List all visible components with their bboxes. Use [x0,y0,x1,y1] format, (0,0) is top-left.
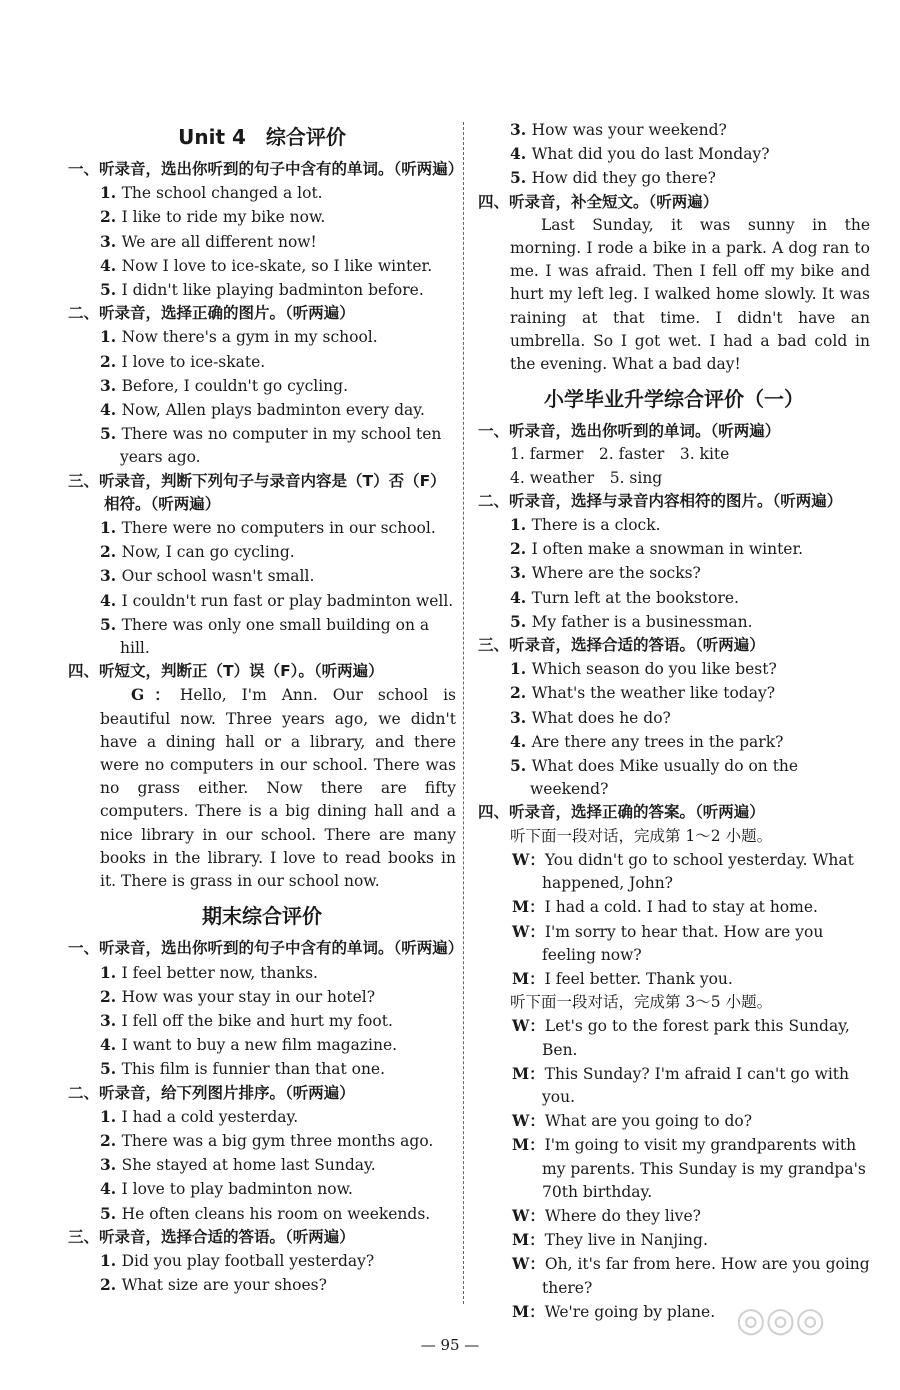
item-number: 5. [510,756,532,776]
passage-text: Hello, I'm Ann. Our school is beautiful now. Three years ago, we didn't have a dining hall or a library, and there were no computers in our school. There was no grass either. Now there are fifty computers. There is a big dining hall and a nice library in our school. There are many books in the library. I love to read books in it. There is grass in our school now. [100,686,456,891]
list-item [478,166,870,190]
column-divider [463,122,464,1304]
grad-part2-heading: 二、听录音，选择与录音内容相符的图片。（听两遍） [478,491,843,510]
item-number: 2. [100,351,122,371]
unit4-part3-heading: 三、听录音，判断下列句子与录音内容是（T）否（F）相符。（听两遍） [68,471,446,513]
unit4-part2-heading: 二、听录音，选择正确的图片。（听两遍） [68,304,355,323]
item-text: Which season do you like best? [531,660,777,679]
list-item [68,1129,456,1153]
list-item [68,1033,456,1057]
dialogue-text: Let's go to the forest park this Sunday, Ben. [542,1017,850,1059]
item-number: 4. [510,144,532,164]
item-text: There was only one small building on a hill. [120,615,430,658]
item-text: There is a clock. [531,516,661,535]
item-number: 2. [100,1130,122,1150]
grad-part1-heading: 一、听录音，选出你听到的单词。（听两遍） [478,422,781,441]
item-number: 1. [100,518,122,538]
speaker-label: M： [512,1230,545,1250]
item-number: 4. [100,1035,122,1055]
list-item [68,985,456,1009]
item-text: Now there's a gym in my school. [121,328,378,347]
item-text: I often make a snowman in winter. [531,540,804,559]
list-item [68,422,456,469]
grad-part4-intro1: 听下面一段对话，完成第 1～2 小题。 [510,826,773,845]
list-item [478,513,870,537]
item-text: She stayed at home last Sunday. [121,1156,376,1175]
list-item [68,961,456,985]
speaker-label: M： [512,968,545,988]
final-part3-list-continued [478,118,870,191]
item-number: 4. [100,255,122,275]
dialogue-line [478,1252,870,1299]
list-item [68,1105,456,1129]
item-text: Now, Allen plays badminton every day. [121,401,425,420]
item-text: We are all different now! [121,232,317,251]
item-text: What size are your shoes? [121,1276,327,1295]
speaker-label: W： [512,1205,545,1225]
item-number: 3. [100,1010,122,1030]
item-text: I love to ice-skate. [121,352,266,371]
grad-part2-list [478,513,870,634]
grad-part4-intro2: 听下面一段对话，完成第 3～5 小题。 [510,993,773,1012]
list-item [478,561,870,585]
list-item [68,1249,456,1273]
grad-part3-heading: 三、听录音，选择合适的答语。（听两遍） [478,636,765,655]
final-part4-heading: 四、听录音，补全短文。（听两遍） [478,192,719,211]
item-text: Are there any trees in the park? [531,732,784,751]
dialogue-text: I'm going to visit my grandparents with my parents. This Sunday is my grandpa's 70th birthday. [542,1136,866,1201]
item-number: 2. [100,542,122,562]
list-item [68,540,456,564]
final-part3-list [68,1249,456,1297]
item-text: Turn left at the bookstore. [531,588,739,607]
item-number: 2. [510,539,532,559]
dialogue-line [478,967,870,991]
grad-part1-line2: 4. weather 5. sing [510,468,663,487]
unit4-part4-passage [68,683,456,893]
page-number: — 95 — [420,1336,480,1354]
list-item [478,706,870,730]
dialogue-line [478,1228,870,1252]
item-text: The school changed a lot. [121,184,323,203]
dialogue-text: I feel better. Thank you. [544,969,733,988]
item-number: 4. [510,731,532,751]
list-item [68,374,456,398]
speaker-label: M： [512,1063,545,1083]
unit4-part1-list [68,181,456,302]
unit4-part2-list [68,325,456,469]
item-number: 1. [100,183,122,203]
item-number: 4. [100,400,122,420]
dialogue-text: I'm sorry to hear that. How are you feeling now? [542,922,824,964]
speaker-label: M： [512,1301,545,1321]
dialogue-line [478,1109,870,1133]
dialogue-line [478,1204,870,1228]
dialogue-line [478,848,870,895]
item-text: Did you play football yesterday? [121,1251,375,1270]
item-number: 1. [100,962,122,982]
item-text: How did they go there? [531,169,716,188]
item-text: Where are the socks? [531,564,701,583]
item-text: He often cleans his room on weekends. [121,1204,431,1223]
list-item [68,350,456,374]
dialogue-text: They live in Nanjing. [544,1231,708,1250]
section-title-graduation: 小学毕业升学综合评价（一） [544,387,804,412]
dialogue-line [478,1133,870,1204]
speaker-label: M： [512,897,545,917]
item-text: I want to buy a new film magazine. [121,1036,398,1055]
final-part4-passage: Last Sunday, it was sunny in the morning. I rode a bike in a park. A dog ran to me. I was afraid. Then I fell off my bike and hurt my left leg. I walked home slowly. It was raining at that time. I didn't have an umbrella. So I got wet. I had a bad cold in the evening. What a bad day! [510,215,870,374]
item-number: 5. [100,424,122,444]
item-number: 2. [510,683,532,703]
item-number: 5. [100,1203,122,1223]
dialogue-text: Oh, it's far from here. How are you going there? [542,1255,870,1297]
list-item [68,1009,456,1033]
item-number: 3. [100,1155,122,1175]
item-text: There was a big gym three months ago. [121,1131,434,1150]
list-item [68,1177,456,1201]
list-item [68,1057,456,1081]
final-part2-list [68,1105,456,1226]
item-number: 5. [100,1059,122,1079]
item-text: This film is funnier than that one. [121,1060,386,1079]
item-number: 4. [510,587,532,607]
list-item [478,142,870,166]
dialogue-line [478,920,870,967]
grad-part1-line1: 1. farmer 2. faster 3. kite [510,445,730,464]
unit4-part3-list [68,516,456,660]
item-text: My father is a businessman. [531,612,753,631]
item-text: I love to play badminton now. [121,1180,353,1199]
dialogue-text: You didn't go to school yesterday. What happened, John? [542,850,854,893]
dialogue-line [478,1014,870,1061]
dialogue-line [478,1062,870,1109]
item-number: 4. [100,590,122,610]
list-item [478,118,870,142]
final-part1-heading: 一、听录音，选出你听到的句子中含有的单词。（听两遍） [68,939,464,958]
grad-part3-list [478,657,870,801]
item-text: Now I love to ice-skate, so I like winter. [121,256,433,275]
item-text: Now, I can go cycling. [121,543,295,562]
item-number: 3. [510,120,532,139]
item-number: 4. [100,1179,122,1199]
item-text: I couldn't run fast or play badminton well. [121,591,454,610]
list-item [68,278,456,302]
item-text: What did you do last Monday? [531,145,770,164]
item-number: 3. [510,707,532,727]
item-number: 1. [100,1250,122,1270]
list-item [68,181,456,205]
watermark-logo: ◎◎◎ [736,1300,826,1340]
list-item [478,537,870,561]
item-number: 5. [100,614,122,634]
speaker-label: M： [512,1135,545,1155]
section-title-unit4: Unit 4 综合评价 [178,125,346,149]
dialogue-text: What are you going to do? [544,1112,753,1131]
list-item [68,254,456,278]
list-item [68,589,456,613]
right-column [478,118,870,1324]
item-number: 5. [510,611,532,631]
list-item [68,564,456,588]
list-item [68,205,456,229]
section-title-final: 期末综合评价 [202,904,322,929]
list-item [68,1153,456,1177]
speaker-label: W： [512,1016,545,1036]
item-number: 3. [100,566,122,586]
speaker-label: W： [512,921,545,941]
final-part2-heading: 二、听录音，给下列图片排序。（听两遍） [68,1083,355,1102]
item-text: What does he do? [531,708,671,727]
item-number: 3. [100,375,122,395]
item-text: There were no computers in our school. [121,519,436,538]
grad-part4-heading: 四、听录音，选择正确的答案。（听两遍） [478,803,765,822]
dialogue-text: Where do they live? [544,1206,701,1225]
item-text: Before, I couldn't go cycling. [121,376,349,395]
list-item [68,230,456,254]
list-item [478,754,870,801]
item-number: 2. [100,986,122,1006]
item-number: 1. [510,515,532,535]
list-item [478,730,870,754]
unit4-part1-heading: 一、听录音，选出你听到的句子中含有的单词。（听两遍） [68,160,464,178]
item-number: 1. [510,659,532,679]
item-text: I feel better now, thanks. [121,963,318,982]
item-text: How was your weekend? [531,121,727,139]
final-part1-list [68,961,456,1082]
item-number: 1. [100,1106,122,1126]
item-text: I like to ride my bike now. [121,208,326,227]
list-item [478,681,870,705]
item-text: What does Mike usually do on the weekend? [530,757,799,799]
item-number: 5. [100,280,122,300]
left-column [68,118,464,1297]
item-number: 3. [510,563,532,583]
item-number: 2. [100,1275,122,1295]
speaker-label: W： [512,1254,545,1274]
list-item [68,1273,456,1297]
item-number: 5. [510,168,532,188]
dialogue-text: I had a cold. I had to stay at home. [544,898,818,917]
item-text: I had a cold yesterday. [121,1107,299,1126]
item-number: 2. [100,207,122,227]
dialogue-text: We're going by plane. [544,1302,716,1321]
list-item [68,613,456,660]
list-item [68,325,456,349]
list-item [68,516,456,540]
item-number: 1. [100,327,122,347]
speaker-label: W： [512,1111,545,1131]
dialogue-text: This Sunday? I'm afraid I can't go with you. [542,1064,850,1106]
grad-part4-dialogue2 [478,1014,870,1324]
speaker-label: W： [512,849,545,869]
list-item [478,657,870,681]
item-number: 3. [100,231,122,251]
dialogue-line [478,895,870,919]
item-text: I fell off the bike and hurt my foot. [121,1011,393,1030]
item-text: Our school wasn't small. [121,567,315,586]
speaker-label: G： [131,685,180,705]
unit4-part4-heading: 四、听短文，判断正（T）误（F）。（听两遍） [68,662,384,681]
final-part3-heading: 三、听录音，选择合适的答语。（听两遍） [68,1227,355,1246]
item-text: What's the weather like today? [531,684,776,703]
item-text: How was your stay in our hotel? [121,987,376,1006]
list-item [478,586,870,610]
list-item [478,610,870,634]
list-item [68,398,456,422]
item-text: I didn't like playing badminton before. [121,281,424,300]
grad-part4-dialogue1 [478,848,870,991]
item-text: There was no computer in my school ten years ago. [120,425,442,467]
list-item [68,1202,456,1226]
